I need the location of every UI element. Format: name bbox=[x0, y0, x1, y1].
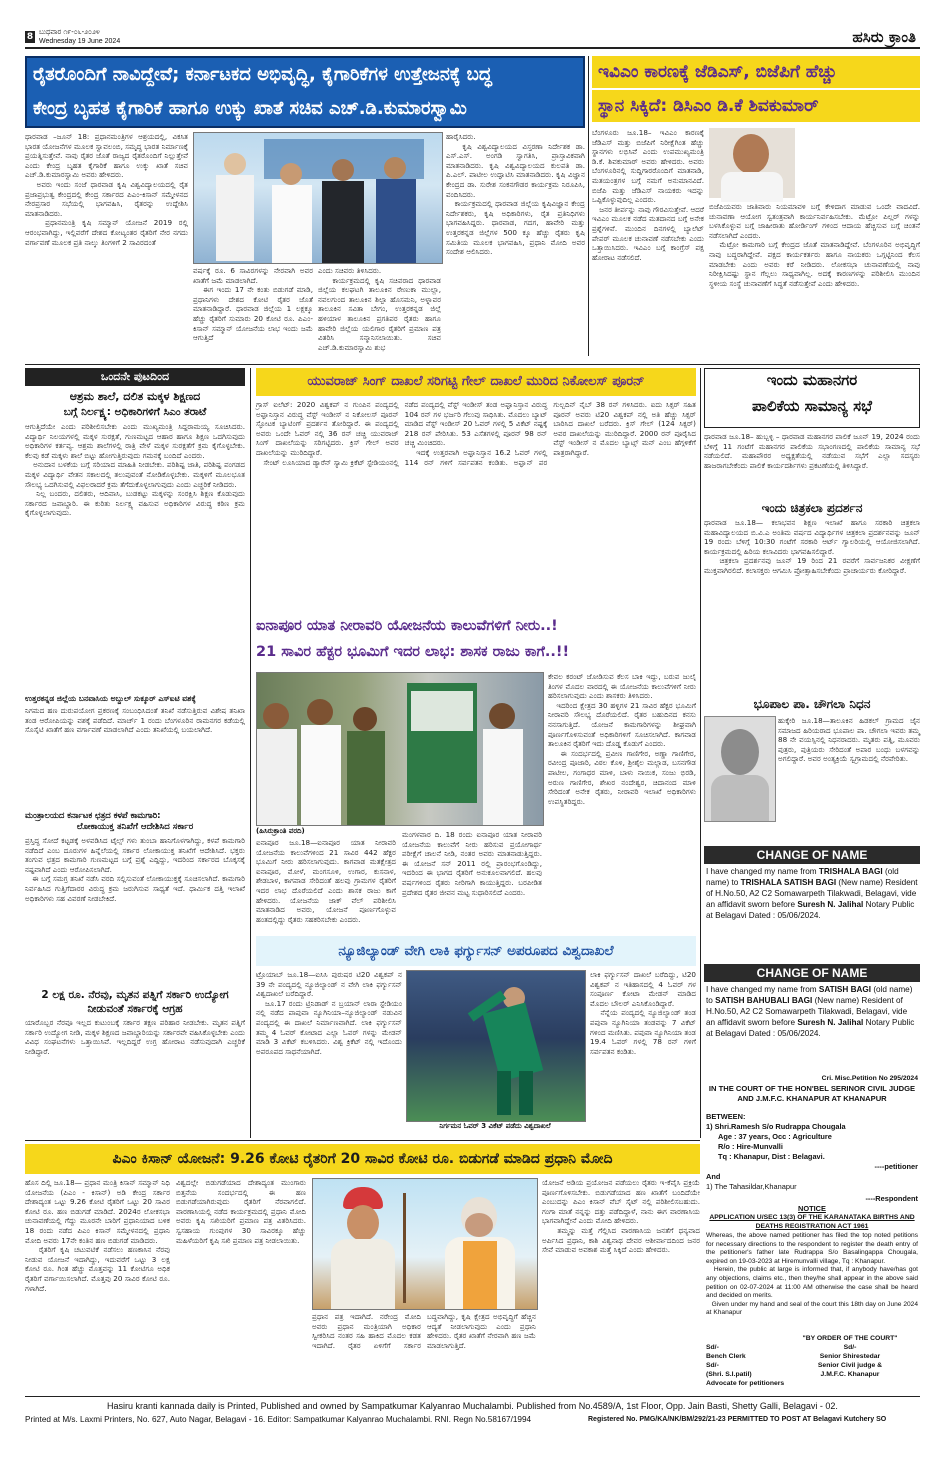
notice2-text2: (old name) to bbox=[706, 985, 913, 1005]
story2-col1: ಬೆಂಗಳೂರು ಜೂ.18– ಇವಿಎಂ ಕಾರಣಕ್ಕೆ ಜೆಡಿಎಸ್ ಮತ್ತು ಬಿಜೆಪಿಗೆ ನಿರೀಕ್ಷೆಗಿಂತ ಹೆಚ್ಚು ಸ್ಥಾನಗಳು ಲಭಿಸಿವೆ ಎಂದು ಉಪಮುಖ್ಯಮಂತ್ರಿ ಡಿ.ಕೆ. ಶಿವಕುಮಾರ್ ಅವರು ಹೇಳಿದರು. ಅವರು ಬೆಂಗಳೂರಿನಲ್ಲಿ ಸುದ್ದಿಗಾರರೊಂದಿಗೆ ಮಾತನಾಡಿ, ಮತಯಂತ್ರಗಳ ಬಗ್ಗೆ ನಮಗೆ ಅನುಮಾನವಿದೆ. ಬಿಜೆಪಿ ಮತ್ತು ಜೆಡಿಎಸ್ ನಾಯಕರು ಇದನ್ನು ಒಪ್ಪಿಕೊಳ್ಳುವುದಿಲ್ಲ ಎಂದರು. ಜನರ ತೀರ್ಪನ್ನು ನಾವು ಗೌರವಿಸುತ್ತೇವೆ. ಆದರೆ ಇವಿಎಂ ಮೂಲಕ ನಡೆದ ಮತದಾನದ ಬಗ್ಗೆ ಅನೇಕ ಪ್ರಶ್ನೆಗಳಿವೆ. ಮುಂದಿನ ದಿನಗಳಲ್ಲಿ ಬ್ಯಾಲೆಟ್ ಪೇಪರ್ ಮೂಲಕ ಚುನಾವಣೆ ನಡೆಸಬೇಕು ಎಂದು ಒತ್ತಾಯಿಸಿದರು. ಇವಿಎಂ ಬಗ್ಗೆ ಕಾಂಗ್ರೆಸ್ ಪಕ್ಷ ಹೋರಾಟ ನಡೆಸಲಿದೆ. bbox=[592, 128, 705, 262]
court-sd2: Sd/- bbox=[706, 1344, 719, 1351]
story3-headline1: ಆಶ್ರಮ ಶಾಲೆ, ದಲಿತ ಮಕ್ಕಳ ಶಿಕ್ಷಣದ bbox=[69, 390, 201, 403]
story1-headline-line2: ಕೇಂದ್ರ ಬೃಹತ ಕೈಗಾರಿಕೆ ಹಾಗೂ ಉಕ್ಕು ಖಾತೆ ಸಚಿವ ಎಚ್.ಡಿ.ಕುಮಾರಸ್ವಾಮಿ bbox=[33, 98, 467, 119]
story5-photo bbox=[256, 672, 544, 826]
side3-portrait bbox=[704, 716, 776, 822]
story3-sub3: ಲೋಕಾಯುಕ್ತ ತನಿಖೆಗೆ ಆದೇಶಿಸಿದ ಸರ್ಕಾರ bbox=[76, 822, 194, 832]
story5-body-mid: ಮಂಗಳವಾರ ದಿ. 18 ರಂದು ಐನಾಪೂರ ಯಾತ ನೀರಾವರಿ ಯೋಜನೆಯ ಕಾಲುವೆಗೆ ನೀರು ಹರಿಸುವ ಪ್ರಯೋಗಾರ್ಥ ಪರೀಕ್ಷೆಗೆ ಚಾಲನೆ ನೀಡಿ, ನಂತರ ಅವರು ಮಾತನಾಡುತ್ತಿದ್ದರು. ಈ ಯೋಜನೆ ಸನ್ 2011 ರಲ್ಲಿ ಪ್ರಾರಂಭಗೊಂಡಿದ್ದು, ಇದರಿಂದ ಈ ಭಾಗದ ರೈತರಿಗೆ ಅನುಕೂಲವಾಗಲಿದೆ. ಹಲವು ವರ್ಷಗಳಿಂದ ರೈತರು ನೀರಿಗಾಗಿ ಕಾಯುತ್ತಿದ್ದರು. ಬರಪೀಡಿತ ಪ್ರದೇಶದ ರೈತರ ಜೀವನ ಮಟ್ಟ ಸುಧಾರಿಸಲಿದೆ ಎಂದರು. bbox=[402, 830, 545, 897]
story5-headline2: 21 ಸಾವಿರ ಹೆಕ್ಟರ ಭೂಮಿಗೆ ಇದರ ಲಾಭ: ಶಾಸಕ ರಾಜು ಕಾಗೆ..!! bbox=[256, 644, 570, 660]
story7-col2: ವಿಶ್ವದಲ್ಲೇ ಬಿಡುಗಡೆಯಾದ ದೇಶಾದ್ಯಂತ ಮುಂಗಾರು ಬಿತ್ತನೆಯ ಸಂದರ್ಭದಲ್ಲಿ ಈ ಹಣ ಬಿಡುಗಡೆಯಾಗಿರುವುದು ರೈತರಿಗೆ ನೆರವಾಗಲಿದೆ. ವಾರಣಾಸಿಯಲ್ಲಿ ನಡೆದ ಕಾರ್ಯಕ್ರಮದಲ್ಲಿ ಪ್ರಧಾನಿ ಮೋದಿ ಅವರು ಕೃಷಿ ಸಖಿಯರಿಗೆ ಪ್ರಮಾಣ ಪತ್ರ ವಿತರಿಸಿದರು. ಸ್ವಸಹಾಯ ಗುಂಪುಗಳ 30 ಸಾವಿರಕ್ಕೂ ಹೆಚ್ಚು ಮಹಿಳೆಯರಿಗೆ ಕೃಷಿ ಸಖಿ ಪ್ರಮಾಣ ಪತ್ರ ನೀಡಲಾಯಿತು. bbox=[176, 1178, 309, 1245]
story3-sub4: 2 ಲಕ್ಷ ರೂ. ನೆರವು, ಮೃತನ ಪತ್ನಿಗೆ ಸರ್ಕಾರಿ ಉದ್ಯೋಗ ನೀಡುವಂತೆ ಸರ್ಕಾರಕ್ಕೆ ಆಗ್ರಹ bbox=[41, 989, 229, 1015]
story3-body4: ಯಾರೊಬ್ಬರ ನೆರವೂ ಇಲ್ಲದ ಕುಟುಂಬಕ್ಕೆ ಸರ್ಕಾರ ತಕ್ಷಣ ಪರಿಹಾರ ನೀಡಬೇಕು. ಮೃತನ ಪತ್ನಿಗೆ ಸರ್ಕಾರಿ ಉದ್ಯೋಗ ನೀಡಿ, ಮಕ್ಕಳ ಶಿಕ್ಷಣದ ಜವಾಬ್ದಾರಿಯನ್ನು ಸರ್ಕಾರವೇ ವಹಿಸಿಕೊಳ್ಳಬೇಕು ಎಂದು ವಿವಿಧ ಸಂಘಟನೆಗಳು ಒತ್ತಾಯಿಸಿವೆ. ಇಲ್ಲದಿದ್ದರೆ ಉಗ್ರ ಹೋರಾಟ ನಡೆಸುವುದಾಗಿ ಎಚ್ಚರಿಕೆ ನೀಡಿದ್ದಾರೆ. bbox=[25, 1018, 248, 1056]
court-adv2: Advocate for petitioners bbox=[706, 1380, 785, 1387]
notice2-text1: I have changed my name from bbox=[706, 985, 819, 994]
story6-photo bbox=[406, 970, 586, 1122]
court-petition: Cri. Misc.Petition No 295/2024 bbox=[821, 1075, 918, 1082]
side3-title: ಭೂಪಾಲ ಪಾ. ಚೌಗಲಾ ನಿಧನ bbox=[753, 697, 871, 711]
court-notice: NOTICE bbox=[798, 1204, 826, 1213]
story5-right: ಕೇವಲ ಕರಂಟ್ ಜೋಡಿಸುವ ಕೆಲಸ ಬಾಕಿ ಇದ್ದು, ಬರುವ ಜುಲೈ ತಿಂಗಳ ಮೊದಲ ವಾರದಲ್ಲಿ ಈ ಯೋಜನೆಯ ಕಾಲುವೆಗಳಿಗೆ ನೀರು ಹರಿಸಲಾಗುವುದು ಎಂದು ಶಾಸಕರು ತಿಳಿಸಿದರು. ಇದರಿಂದ ಕ್ಷೇತ್ರದ 30 ಹಳ್ಳಿಗಳ 21 ಸಾವಿರ ಹೆಕ್ಟರ ಭೂಮಿಗೆ ನೀರಾವರಿ ಸೌಲಭ್ಯ ದೊರೆಯಲಿದೆ. ರೈತರ ಬಹುದಿನದ ಕನಸು ನನಸಾಗುತ್ತಿದೆ. ಯೋಜನೆ ಕಾಮಗಾರಿಗಳನ್ನು ಶೀಘ್ರವಾಗಿ ಪೂರ್ಣಗೊಳಿಸುವಂತೆ ಅಧಿಕಾರಿಗಳಿಗೆ ಸೂಚಿಸಲಾಗಿದೆ. ಕಾಗವಾಡ ತಾಲೂಕಿನ ರೈತರಿಗೆ ಇದು ದೊಡ್ಡ ಕೊಡುಗೆ ಎಂದರು. ಈ ಸಂದರ್ಭದಲ್ಲಿ ಪ್ರವೀಣ ಗಾಣಿಗೇರ, ಅಣ್ಣಾ ಗಾಣಿಗೇರ, ರವೀಂದ್ರ ಪೂಜಾರಿ, ವಿಠಲ ಕೊಳಿ, ಶ್ರೀಶೈಲ ಮಲ್ಲಾಡ, ಬಸನಗೌಡ ಪಾಟೀಲ, ಗಂಗಾಧರ ಮಾಳಿ, ಬಾಳು ನಾಯಿಕ, ಸಂಜು ಭಿರಡಿ, ಅರುಣ ಗಾಣಿಗೇರ, ಶೇಖರ ನಂದೇಶ್ವರ, ಚಿದಾನಂದ ಮಾಳಿ ಸೇರಿದಂತೆ ಅನೇಕ ರೈತರು, ನೀರಾವರಿ ಇಲಾಖೆ ಅಧಿಕಾರಿಗಳು ಉಪಸ್ಥಿತರಿದ್ದರು. bbox=[548, 672, 696, 806]
court-r1: 1) The Tahasildar,Khanapur bbox=[706, 1182, 797, 1191]
story7-col4: ಯೋಜನೆ ಅಡಿಯ ಪ್ರಯೋಜನ ಪಡೆಯಲು ರೈತರು ಇ-ಕೆವೈಸಿ ಪ್ರಕ್ರಿಯೆ ಪೂರ್ಣಗೊಳಿಸಬೇಕು. ಬಿಡುಗಡೆಯಾದ ಹಣ ಖಾತೆಗೆ ಬಂದಿದೆಯೇ ಎಂಬುದನ್ನು ಪಿಎಂ ಕಿಸಾನ್ ವೆಬ್ ಸೈಟ್ ನಲ್ಲಿ ಪರಿಶೀಲಿಸಬಹುದು. ಗಂಗಾ ಮಾತೆ ನನ್ನನ್ನು ದತ್ತು ಪಡೆದಿದ್ದಾಳೆ, ನಾನು ಈಗ ವಾರಣಾಸಿಯ ಭಾಗವಾಗಿದ್ದೇನೆ ಎಂದು ಮೋದಿ ಹೇಳಿದರು. ತಮ್ಮನ್ನು ಮತ್ತೆ ಗೆಲ್ಲಿಸಿದ ವಾರಣಾಸಿಯ ಜನತೆಗೆ ಧನ್ಯವಾದ ಅರ್ಪಿಸಿದ ಪ್ರಧಾನಿ, ಕಾಶಿ ವಿಶ್ವನಾಥ ದೇವರ ಆಶೀರ್ವಾದದಿಂದ ಜನರ ಸೇವೆ ಮಾಡುವ ಅವಕಾಶ ಮತ್ತೆ ಸಿಕ್ಕಿದೆ ಎಂದು ಹೇಳಿದರು. bbox=[542, 1178, 700, 1255]
notice2-notary: Suresh N. Jalihal bbox=[797, 1018, 864, 1027]
court-p1: 1) Shri.Ramesh S/o Rudrappa Chougala bbox=[706, 1122, 846, 1131]
story2-col2: ಬಿಜೆಪಿಯವರು ಜಾತಿವಾರು ನಿಯಮಾವಳಿ ಬಗ್ಗೆ ಕೇಳಿದಾಗ ಮಾಡುವ ಒಂದೇ ವಾದವಿದೆ. ಚುನಾವಣಾ ಆಯೋಗ ಸ್ವತಂತ್ರವಾಗಿ ಕಾರ್ಯನಿರ್ವಹಿಸಬೇಕು. ಮೆಟ್ರೋ ಪಿಲ್ಲರ್ ಗಳನ್ನು ಬಳಸಿಕೊಳ್ಳುವ ಬಗ್ಗೆ ಜಾಹೀರಾತು ಹೋರ್ಡಿಂಗ್ ಗಳಿಂದ ಆದಾಯ ಹೆಚ್ಚಿಸುವ ಬಗ್ಗೆ ಚಿಂತನೆ ನಡೆಸಲಾಗಿದೆ ಎಂದರು. ಮೆಟ್ರೋ ಕಾಮಗಾರಿ ಬಗ್ಗೆ ಕೇಂದ್ರದ ಜೊತೆ ಮಾತನಾಡಿದ್ದೇವೆ. ಬೆಂಗಳೂರಿನ ಅಭಿವೃದ್ಧಿಗೆ ನಾವು ಬದ್ಧರಾಗಿದ್ದೇವೆ. ಪಕ್ಷದ ಕಾರ್ಯಕರ್ತರು ಹಾಗೂ ನಾಯಕರು ಒಗ್ಗಟ್ಟಿನಿಂದ ಕೆಲಸ ಮಾಡಬೇಕು ಎಂದು ಅವರು ಕರೆ ನೀಡಿದರು. ಲೋಕಸಭಾ ಚುನಾವಣೆಯಲ್ಲಿ ನಾವು ನಿರೀಕ್ಷಿಸಿದಷ್ಟು ಸ್ಥಾನ ಗೆಲ್ಲಲು ಸಾಧ್ಯವಾಗಿಲ್ಲ. ಅದಕ್ಕೆ ಕಾರಣಗಳನ್ನು ಪರಿಶೀಲಿಸಿ ಮುಂದಿನ ಸ್ಥಳೀಯ ಸಂಸ್ಥೆ ಚುನಾವಣೆಗೆ ಸಿದ್ಧತೆ ನಡೆಸುತ್ತೇವೆ ಎಂದು ಹೇಳಿದರು. bbox=[709, 202, 920, 288]
story3-sub1: ಉತ್ತರಕನ್ನಡ ಜಿಲ್ಲೆಯ ಬನವಾಸಿಯ ಅಬ್ದುಲ್ ಸುಕ್ಕೂರ್ ಎಸ್ಐಟಿ ವಶಕ್ಕೆ bbox=[25, 694, 196, 703]
story7-col1: ಹೊಸ ದಿಲ್ಲಿ ಜೂ.18— ಪ್ರಧಾನ ಮಂತ್ರಿ ಕಿಸಾನ್ ಸಮ್ಮಾನ್ ನಿಧಿ ಯೋಜನೆಯ (ಪಿಎಂ - ಕಿಸಾನ್) ಅಡಿ ಕೇಂದ್ರ ಸರ್ಕಾರ ದೇಶಾದ್ಯಂತ ಒಟ್ಟು 9.26 ಕೋಟಿ ರೈತರಿಗೆ ಒಟ್ಟು 20 ಸಾವಿರ ಕೋಟಿ ರೂ. ಹಣ ಬಿಡುಗಡೆ ಮಾಡಿದೆ. 2024ರ ಲೋಕಸಭಾ ಚುನಾವಣೆಯಲ್ಲಿ ಗೆದ್ದು ಮೂರನೇ ಬಾರಿಗೆ ಪ್ರಧಾನಿಯಾದ ಬಳಿಕ 18 ರಂದು ನಡೆದ ಪಿಎಂ ಕಿಸಾನ್ ಸಮ್ಮೇಳನದಲ್ಲಿ ಪ್ರಧಾನಿ ಮೋದಿ ಅವರು 17ನೇ ಕಂತಿನ ಹಣ ಬಿಡುಗಡೆ ಮಾಡಿದರು. ರೈತರಿಗೆ ಕೃಷಿ ಚಟುವಟಿಕೆ ನಡೆಸಲು ಹಣಕಾಸಿನ ನೆರವು ನೀಡುವ ಯೋಜನೆ ಇದಾಗಿದ್ದು, ಇದುವರೆಗೆ ಒಟ್ಟು 3 ಲಕ್ಷ ಕೋಟಿ ರೂ. ಗಿಂತ ಹೆಚ್ಚು ಮೊತ್ತವನ್ನು 11 ಕೋಟಿಗೂ ಅಧಿಕ ರೈತರಿಗೆ ವರ್ಗಾಯಿಸಲಾಗಿದೆ. ಮೊತ್ತವು 20 ಸಾವಿರ ಕೋಟಿ ರೂ. ಗಳಾಗಿದೆ. bbox=[25, 1178, 170, 1293]
court-order: "BY ORDER OF THE COURT" bbox=[802, 1335, 898, 1342]
court-sd1: Sd/- bbox=[843, 1344, 857, 1351]
notice2-body bbox=[706, 984, 918, 1064]
side1-title2: ಪಾಲಿಕೆಯ ಸಾಮಾನ್ಯ ಸಭೆ bbox=[752, 397, 872, 415]
side2-body: ಧಾರವಾಡ ಜೂ.18— ಕಲಾಭವನ ಶಿಕ್ಷಣ ಇಲಾಖೆ ಹಾಗೂ ಸರಕಾರಿ ಚಿತ್ರಕಲಾ ಮಹಾವಿದ್ಯಾಲಯದ ಬಿ.ವಿ.ಎ ಅಂತಿಮ ವರ್ಷದ ವಿದ್ಯಾರ್ಥಿಗಳ ಚಿತ್ರಕಲಾ ಪ್ರದರ್ಶನವನ್ನು ಜೂನ್ 19 ರಂದು ಬೆಳಿಗ್ಗೆ 10:30 ಗಂಟೆಗೆ ಸರಕಾರಿ ಆರ್ಟ್ ಗ್ಯಾಲರಿಯಲ್ಲಿ ಆಯೋಜಿಸಲಾಗಿದೆ. ಕಾರ್ಯಕ್ರಮದಲ್ಲಿ ಹಿರಿಯ ಕಲಾವಿದರು ಭಾಗವಹಿಸಲಿದ್ದಾರೆ. ಚಿತ್ರಕಲಾ ಪ್ರದರ್ಶನವು ಜೂನ್ 19 ರಿಂದ 21 ರವರೆಗೆ ಸಾರ್ವಜನಿಕರ ವೀಕ್ಷಣೆಗೆ ಮುಕ್ತವಾಗಿರಲಿದೆ. ಕಲಾಸಕ್ತರು ಆಗಮಿಸಿ ಪ್ರೋತ್ಸಾಹಿಸಬೇಕೆಂದು ಪ್ರಾಚಾರ್ಯರು ಕೋರಿದ್ದಾರೆ. bbox=[704, 518, 920, 575]
side1-title1: ಇಂದು ಮಹಾನಗರ bbox=[766, 371, 858, 389]
story3-kicker: ಒಂದನೇ ಪುಟದಿಂದ bbox=[25, 368, 245, 386]
story7-col3: ಪ್ರಧಾನ ಪತ್ರ ಇದಾಗಿದೆ. ನರೇಂದ್ರ ಮೋದಿ ಅವರು ಪ್ರಧಾನ ಮಂತ್ರಿಯಾಗಿ ಅಧಿಕಾರ ಸ್ವೀಕರಿಸಿದ ನಂತರ ಸಹಿ ಹಾಕಿದ ಮೊದಲ ಕಡತ ಇದಾಗಿದೆ. ರೈತರ ಏಳಿಗೆಗೆ ಸರ್ಕಾರ ಬದ್ಧವಾಗಿದ್ದು, ಕೃಷಿ ಕ್ಷೇತ್ರದ ಅಭಿವೃದ್ಧಿಗೆ ಹೆಚ್ಚಿನ ಆದ್ಯತೆ ನೀಡಲಾಗುವುದು ಎಂದು ಪ್ರಧಾನಿ ಹೇಳಿದರು. ರೈತರ ಖಾತೆಗೆ ನೇರವಾಗಿ ಹಣ ಜಮೆ ಮಾಡಲಾಗುತ್ತಿದೆ. bbox=[312, 1312, 539, 1350]
notice1-text4: Notary Public at Belagavi Dated : 05/06/2024. bbox=[706, 900, 915, 920]
footer-line2b: Registered No. PMG/KA/NK/BM/292/21-23 PERMITTED TO POST AT Belagavi Kutchery SO bbox=[588, 1416, 887, 1423]
date-kannada: ಬುಧವಾರ ೧೯-೦೬-೨೦೨೪ bbox=[39, 28, 100, 36]
side3-body: ಹುಕ್ಕೇರಿ ಜೂ.18—ತಾಲೂಕಿನ ಹಿಡಕಲ್ ಗ್ರಾಮದ ಜೈನ ಸಮಾಜದ ಹಿರಿಯರಾದ ಭೂಪಾಲ ಪಾ. ಚೌಗಲಾ ಇವರು ತಮ್ಮ 88 ನೇ ವಯಸ್ಸಿನಲ್ಲಿ ನಿಧನರಾದರು. ಮೃತರು ಪತ್ನಿ, ಮೂವರು ಪುತ್ರರು, ಪುತ್ರಿಯರು ಸೇರಿದಂತೆ ಅಪಾರ ಬಂಧು ಬಳಗವನ್ನು ಅಗಲಿದ್ದಾರೆ. ಅವರ ಅಂತ್ಯಕ್ರಿಯೆ ಸ್ವಗ್ರಾಮದಲ್ಲಿ ನೆರವೇರಿತು. bbox=[778, 716, 923, 764]
story2-portrait bbox=[709, 128, 795, 198]
side1-body: ಧಾರವಾಡ ಜೂ.18– ಹುಬ್ಬಳ್ಳಿ – ಧಾರವಾಡ ಮಹಾನಗರ ಪಾಲಿಕೆ ಜೂನ್ 19, 2024 ರಂದು ಬೆಳಿಗ್ಗೆ 11 ಗಂಟೆಗೆ ಮಹಾನಗರ ಪಾಲಿಕೆಯ ಸಭಾಂಗಣದಲ್ಲಿ ಪಾಲಿಕೆಯ ಸಾಮಾನ್ಯ ಸಭೆ ನಡೆಯಲಿದೆ. ಮಹಾಪೌರರ ಅಧ್ಯಕ್ಷತೆಯಲ್ಲಿ ನಡೆಯುವ ಸಭೆಗೆ ಎಲ್ಲಾ ಸದಸ್ಯರು ಹಾಜರಾಗಬೇಕೆಂದು ಪಾಲಿಕೆ ಕಾರ್ಯದರ್ಶಿಗಳು ಪ್ರಕಟಣೆಯಲ್ಲಿ ತಿಳಿಸಿದ್ದಾರೆ. bbox=[704, 432, 923, 470]
court-petitioner: ----petitioner bbox=[874, 1162, 918, 1171]
story1-col3: ಹಾರೈಸಿದರು. ಕೃಷಿ ವಿಶ್ವವಿದ್ಯಾಲಯದ ವಿಸ್ತರಣಾ ನಿರ್ದೇಶಕ ಡಾ. ಎಸ್.ಎಸ್. ಅಂಗಡಿ ಸ್ವಾಗತಿಸಿ, ಪ್ರಾಸ್ತಾವಿಕವಾಗಿ ಮಾತನಾಡಿದರು. ಕೃಷಿ ವಿಶ್ವವಿದ್ಯಾಲಯದ ಕುಲಪತಿ ಡಾ. ಪಿ.ಎಲ್. ಪಾಟೀಲ ಉದ್ಘಾಟಿಸಿ ಮಾತನಾಡಿದರು. ಕೃಷಿ ವಿಜ್ಞಾನ ಕೇಂದ್ರದ ಡಾ. ಸುರೇಶ ಸಂಕನಗೌಡರ ಕಾರ್ಯಕ್ರಮ ನಿರೂಪಿಸಿ, ವಂದಿಸಿದರು. ಕಾರ್ಯಕ್ರಮದಲ್ಲಿ ಧಾರವಾಡ ಜಿಲ್ಲೆಯ ಕೃಷಿವಿಜ್ಞಾನ ಕೇಂದ್ರ ನಿರ್ದೇಶಕರು, ಕೃಷಿ ಅಧಿಕಾರಿಗಳು, ರೈತ ಪ್ರತಿನಿಧಿಗಳು ಭಾಗವಹಿಸಿದ್ದರು. ಧಾರವಾಡ, ಗದಗ, ಹಾವೇರಿ ಮತ್ತು ಉತ್ತರಕನ್ನಡ ಜಿಲ್ಲೆಗಳ 500 ಕ್ಕೂ ಹೆಚ್ಚು ರೈತರು ಕೃಷಿ ಸಮಿತಿಯ ಮೂಲಕ ಭಾಗವಹಿಸಿ, ಪ್ರಧಾನಿ ಮೋದಿ ಅವರ ಸಂದೇಶ ಆಲಿಸಿದರು. bbox=[446, 132, 586, 257]
story1-headline-line1: ರೈತರೊಂದಿಗೆ ನಾವಿದ್ದೇವೆ; ಕರ್ನಾಟಕದ ಅಭಿವೃದ್ಧಿ, ಕೈಗಾರಿಕೆಗಳ ಉತ್ತೇಜನಕ್ಕೆ ಬದ್ಧ bbox=[33, 64, 492, 85]
page-number: 8 bbox=[26, 32, 34, 42]
notice2-new-name: SATISH BAHUBALI BAGI bbox=[715, 996, 813, 1005]
story1-headline-banner bbox=[25, 56, 585, 128]
court-senior3: J.M.F.C. Khanapur bbox=[820, 1371, 880, 1378]
court-senior: Senior Shirestedar bbox=[819, 1353, 881, 1360]
story4-headline: ಯುವರಾಜ್ ಸಿಂಗ್ ದಾಖಲೆ ಸರಿಗಟ್ಟಿ ಗೇಲ್ ದಾಖಲೆ ಮುರಿದ ನಿಕೋಲಸ್ ಪೂರನ್ bbox=[256, 368, 696, 396]
story5-headline1: ಐನಾಪೂರ ಯಾತ ನೀರಾವರಿ ಯೋಜನೆಯ ಕಾಲುವೆಗಳಿಗೆ ನೀರು..! bbox=[256, 618, 558, 634]
story4-body: ಗ್ರಾಸ್ ಐಲೆಟ್: 2020 ವಿಶ್ವಕಪ್ ನ ಗುಂಪಿನ ಪಂದ್ಯದಲ್ಲಿ ಅಫ್ಘಾನಿಸ್ತಾನ ವಿರುದ್ಧ ವೆಸ್ಟ್ ಇಂಡೀಸ್ ನ ನಿಕೋಲಸ್ ಪೂರನ್ ಸ್ಫೋಟಕ ಬ್ಯಾಟಿಂಗ್ ಪ್ರದರ್ಶನ ತೋರಿದ್ದಾರೆ. ಈ ಪಂದ್ಯದಲ್ಲಿ ಅವರು ಒಂದೇ ಓವರ್ ನಲ್ಲಿ 36 ರನ್ ಚಚ್ಚಿ ಯುವರಾಜ್ ಸಿಂಗ್ ದಾಖಲೆಯನ್ನು ಸರಿಗಟ್ಟಿದರು. ಕ್ರಿಸ್ ಗೇಲ್ ಅವರ ದಾಖಲೆಯನ್ನು ಮುರಿದಿದ್ದಾರೆ. ಸೇಂಟ್ ಲೂಸಿಯಾದ ಡ್ಯಾರೆನ್ ಸ್ಯಾಮಿ ಕ್ರಿಕೆಟ್ ಸ್ಟೇಡಿಯಂನಲ್ಲಿ ನಡೆದ ಪಂದ್ಯದಲ್ಲಿ ವೆಸ್ಟ್ ಇಂಡೀಸ್ ತಂಡ ಅಫ್ಘಾನಿಸ್ತಾನ ವಿರುದ್ಧ 104 ರನ್ ಗಳ ಭರ್ಜರಿ ಗೆಲುವು ಸಾಧಿಸಿತು. ಮೊದಲು ಬ್ಯಾಟ್ ಮಾಡಿದ ವೆಸ್ಟ್ ಇಂಡೀಸ್ 20 ಓವರ್ ಗಳಲ್ಲಿ 5 ವಿಕೆಟ್ ನಷ್ಟಕ್ಕೆ 218 ರನ್ ಪೇರಿಸಿತು. 53 ಎಸೆತಗಳಲ್ಲಿ ಪೂರನ್ 98 ರನ್ ಚಚ್ಚಿ ಮಿಂಚಿದರು. ಇದಕ್ಕೆ ಉತ್ತರವಾಗಿ ಅಫ್ಘಾನಿಸ್ತಾನ 16.2 ಓವರ್ ಗಳಲ್ಲಿ 114 ರನ್ ಗಳಿಗೆ ಸರ್ವಪತನ ಕಂಡಿತು. ಅಫ್ಘಾನ್ ಪರ ಗುಲ್ಬದಿನ್ ನೈಬ್ 38 ರನ್ ಗಳಿಸಿದರು. ಐದು ಸಿಕ್ಸರ್ ಸಹಿತ ಪೂರನ್ ಅವರು ಟಿ20 ವಿಶ್ವಕಪ್ ನಲ್ಲಿ ಅತಿ ಹೆಚ್ಚು ಸಿಕ್ಸರ್ ಬಾರಿಸಿದ ದಾಖಲೆ ಬರೆದರು. ಕ್ರಿಸ್ ಗೇಲ್ (124 ಸಿಕ್ಸರ್) ಅವರ ದಾಖಲೆಯನ್ನು ಮುರಿದಿದ್ದಾರೆ. 2000 ರನ್ ಪೂರೈಸಿದ ವೆಸ್ಟ್ ಇಂಡೀಸ್ ನ ಮೊದಲ ಬ್ಯಾಟ್ಸ್ ಮನ್ ಎಂಬ ಹೆಗ್ಗಳಿಕೆಗೆ ಪಾತ್ರರಾಗಿದ್ದಾರೆ. bbox=[256, 400, 696, 467]
story2-headline-line1: ಇವಿಎಂ ಕಾರಣಕ್ಕೆ ಜೆಡಿಎಸ್, ಬಿಜೆಪಿಗೆ ಹೆಚ್ಚು bbox=[592, 56, 920, 88]
date-english: Wednesday 19 June 2024 bbox=[39, 38, 121, 45]
story3-headline2: ಬಗ್ಗೆ ನಿರ್ಲಕ್ಷ್ಯ: ಅಧಿಕಾರಿಗಳಿಗೆ ಸಿಎಂ ತರಾಟೆ bbox=[63, 406, 207, 418]
story7-photo bbox=[312, 1178, 538, 1310]
story3-body1: ಆಗುತ್ತಿದೆಯೇ ಎಂದು ಪರಿಶೀಲಿಸಬೇಕು ಎಂದು ಮುಖ್ಯಮಂತ್ರಿ ಸಿದ್ದರಾಮಯ್ಯ ಸೂಚಿಸಿದರು. ವಿದ್ಯಾರ್ಥಿ ನಿಲಯಗಳಲ್ಲಿ ಮಕ್ಕಳ ಸುರಕ್ಷತೆ, ಗುಣಮಟ್ಟದ ಆಹಾರ ಹಾಗೂ ಶಿಕ್ಷಣ ಒದಗಿಸುವುದು ಅಧಿಕಾರಿಗಳ ಕರ್ತವ್ಯ. ಆಶ್ರಮ ಶಾಲೆಗಳಲ್ಲಿ ರಾತ್ರಿ ವೇಳೆ ಮಕ್ಕಳ ಸುರಕ್ಷತೆಗೆ ಕ್ರಮ ಕೈಗೊಳ್ಳಬೇಕು. ಕೆಲವು ಕಡೆ ಮಕ್ಕಳು ಶಾಲೆ ಬಿಟ್ಟು ಹೋಗುತ್ತಿರುವುದು ಗಮನಕ್ಕೆ ಬಂದಿದೆ ಎಂದರು. ಅನುದಾನ ಬಳಕೆಯ ಬಗ್ಗೆ ಸರಿಯಾದ ಮಾಹಿತಿ ನೀಡಬೇಕು. ಪರಿಶಿಷ್ಟ ಜಾತಿ, ಪರಿಶಿಷ್ಟ ಪಂಗಡದ ಮಕ್ಕಳ ವಿದ್ಯಾರ್ಥಿ ವೇತನ ಸಕಾಲದಲ್ಲಿ ತಲುಪುವಂತೆ ನೋಡಿಕೊಳ್ಳಬೇಕು. ಮಕ್ಕಳಿಗೆ ಮೂಲಭೂತ ಸೌಲಭ್ಯ ಒದಗಿಸುವಲ್ಲಿ ವಿಫಲರಾದರೆ ಕ್ರಮ ತೆಗೆದುಕೊಳ್ಳಲಾಗುವುದು ಎಂದು ಎಚ್ಚರಿಕೆ ನೀಡಿದರು. ನಿಲ್ಲ ಬಂದರು, ದಲಿತರು, ಆದಿವಾಸಿ, ಬುಡಕಟ್ಟು ಮಕ್ಕಳನ್ನು ಸಂರಕ್ಷಿಸಿ ಶಿಕ್ಷಣ ಕೊಡುವುದು ಸರ್ಕಾರದ ಜವಾಬ್ದಾರಿ. ಈ ಕುರಿತು ನಿರ್ಲಕ್ಷ್ಯ ವಹಿಸುವ ಅಧಿಕಾರಿಗಳ ವಿರುದ್ಧ ಕಠಿಣ ಕ್ರಮ ಕೈಗೊಳ್ಳಲಾಗುವುದು. bbox=[25, 422, 245, 518]
story3-sub2: ಮಂತ್ರಾಲಯದ ಕರ್ನಾಟಕ ಛತ್ರದ ಕಳಪೆ ಕಾಮಗಾರಿ: bbox=[25, 810, 161, 820]
story1-col2b: ಎಂದು ಸಚಿವರು ತಿಳಿಸಿದರು. ಕಾರ್ಯಕ್ರಮದಲ್ಲಿ ಕೃಷಿ ಸಚಿವರಾದ ಧಾರವಾಡ ಜಿಲ್ಲೆಯ ಕಲಘಟಗಿ ತಾಲೂಕಿನ ರೇಣುಕಾ ಮುಲ್ಲಾ, ನವಲಗುಂದ ತಾಲೂಕಿನ ಶಿಲ್ಪಾ ಹೊಸಮನಿ, ಅಳ್ನಾವರ ತಾಲೂಕಿನ ಸವಿತಾ ಬೇಗಂ, ಉತ್ತರಕನ್ನಡ ಜಿಲ್ಲೆ ಹಳಿಯಾಳ ತಾಲೂಕಿನ ಪ್ರಗತಿಪರ ರೈತರು ಹಾಗೂ ಹಾವೇರಿ ಜಿಲ್ಲೆಯ ಯಲಿಗಾರ ರೈತರಿಗೆ ಪ್ರಮಾಣ ಪತ್ರ ವಿತರಿಸಿ ಸನ್ಮಾನಿಸಲಾಯಿತು. ಸಚಿವ ಎಚ್.ಡಿ.ಕುಮಾರಸ್ವಾಮಿ ಶುಭ bbox=[318, 266, 441, 352]
story3-body2: ನಿಗಮದ ಹಣ ದುರುಪಯೋಗ ಪ್ರಕರಣಕ್ಕೆ ಸಂಬಂಧಿಸಿದಂತೆ ತನಿಖೆ ನಡೆಸುತ್ತಿರುವ ವಿಶೇಷ ತನಿಖಾ ತಂಡ ಆರೋಪಿಯನ್ನು ವಶಕ್ಕೆ ಪಡೆದಿದೆ. ಮಾರ್ಚ್ 1 ರಂದು ಬೆಂಗಳೂರಿನ ರಾಮನಗರ ಕಡೆಯಲ್ಲಿ ಸೊಸೈಟಿ ಖಾತೆಗೆ ಹಣ ವರ್ಗಾವಣೆ ಮಾಡಲಾಗಿದೆ ಎಂದು ತನಿಖೆಯಲ್ಲಿ ಬಯಲಾಗಿದೆ. bbox=[25, 706, 248, 735]
story6-left: ಟ್ರೊಯಾಬ್ ಜೂ.18—ಐಸಿಸಿ ಪುರುಷರ ಟಿ20 ವಿಶ್ವಕಪ್ ನ 39 ನೇ ಪಂದ್ಯದಲ್ಲಿ ನ್ಯೂಜಿಲ್ಯಾಂಡ್ ನ ವೇಗಿ ಲಾಕಿ ಫರ್ಗ್ಯುಸನ್ ವಿಶ್ವದಾಖಲೆ ಬರೆದಿದ್ದಾರೆ. ಜೂ.17 ರಂದು ಟ್ರಿನಿಡಾಡ್ ನ ಬ್ರಯಾನ್ ಲಾರಾ ಸ್ಟೇಡಿಯಂ ನಲ್ಲಿ ನಡೆದ ಪಾಪುವಾ ನ್ಯೂಗಿನಿಯಾ–ನ್ಯೂಜಿಲ್ಯಾಂಡ್ ನಡುವಿನ ಪಂದ್ಯದಲ್ಲಿ ಈ ದಾಖಲೆ ನಿರ್ಮಾಣವಾಗಿದೆ. ಲಾಕಿ ಫರ್ಗ್ಯುಸನ್ ತಮ್ಮ 4 ಓವರ್ ಕೋಟಾದ ಎಲ್ಲಾ ಓವರ್ ಗಳನ್ನು ಮೇಡನ್ ಮಾಡಿ 3 ವಿಕೆಟ್ ಕಬಳಿಸಿದರು. ವಿಶ್ವ ಕ್ರಿಕೆಟ್ ನಲ್ಲಿ ಇದೊಂದು ಅಪರೂಪದ ಸಾಧನೆಯಾಗಿದೆ. bbox=[256, 970, 403, 1056]
story1-col2: ವರ್ಷಕ್ಕೆ ರೂ. 6 ಸಾವಿರಗಳನ್ನು ನೇರವಾಗಿ ಅವರ ಖಾತೆಗೆ ಜಮೆ ಮಾಡಲಾಗಿದೆ. ಈಗ ಇಂದು 17 ನೇ ಕಂತು ಬಿಡುಗಡೆ ಮಾಡಿ, ಪ್ರಧಾನಿಗಳು ದೇಶದ ಕೋಟಿ ರೈತರ ಜೊತೆ ಮಾತನಾಡಿದ್ದಾರೆ. ಧಾರವಾಡ ಜಿಲ್ಲೆಯ 1 ಲಕ್ಷಕ್ಕೂ ಹೆಚ್ಚು ರೈತರಿಗೆ ಸುಮಾರು 20 ಕೋಟಿ ರೂ. ಪಿಎಂ-ಕಿಸಾನ್ ಸಮ್ಮಾನ್ ಯೋಜನೆಯ ಲಾಭ ಇಂದು ಜಮೆ ಆಗುತ್ತಿದೆ bbox=[193, 266, 313, 343]
court-respondent: ----Respondent bbox=[865, 1194, 918, 1203]
side2-title: ಇಂದು ಚಿತ್ರಕಲಾ ಪ್ರದರ್ಶನ bbox=[761, 501, 863, 515]
notice1-text1: I have changed my name from bbox=[706, 867, 819, 876]
court-and: And bbox=[706, 1172, 721, 1181]
court-bench: Bench Clerk bbox=[706, 1353, 746, 1360]
notice1-new-name: TRISHALA SATISH BAGI bbox=[740, 878, 837, 887]
court-title: IN THE COURT OF THE HON'BEL SERINOR CIVIL JUDGE AND J.M.F.C. KHANAPUR AT KHANAPUR bbox=[708, 1084, 916, 1103]
notice2-text4: Notary Public at Belagavi Dated : 05/06/2024. bbox=[706, 1018, 915, 1038]
notice1-text2: (old name) to bbox=[706, 867, 899, 887]
court-p4: Tq : Khanapur, Dist : Belagavi. bbox=[718, 1152, 825, 1161]
story6-right: ಲಾಕಿ ಫರ್ಗ್ಯುಸನ್ ದಾಖಲೆ ಬರೆದಿದ್ದು, ಟಿ20 ವಿಶ್ವಕಪ್ ನ ಇತಿಹಾಸದಲ್ಲಿ 4 ಓವರ್ ಗಳ ಸಂಪೂರ್ಣ ಕೋಟಾ ಮೇಡನ್ ಮಾಡಿದ ಮೊದಲ ಬೌಲರ್ ಎನಿಸಿಕೊಂಡಿದ್ದಾರೆ. ನೆನ್ನೆಯ ಪಂದ್ಯದಲ್ಲಿ ನ್ಯೂಜಿಲ್ಯಾಂಡ್ ತಂಡ ಪಪುವಾ ನ್ಯೂಗಿನಿಯಾ ತಂಡವನ್ನು 7 ವಿಕೆಟ್ ಗಳಿಂದ ಮಣಿಸಿತು. ಪಪುವಾ ನ್ಯೂಗಿನಿಯಾ ತಂಡ 19.4 ಓವರ್ ಗಳಲ್ಲಿ 78 ರನ್ ಗಳಿಗೆ ಸರ್ವಪತನ ಕಂಡಿತು. bbox=[590, 970, 696, 1056]
notice1-old-name: TRISHALA BAGI bbox=[818, 867, 883, 876]
story6-headline: ನ್ಯೂಜಿಲ್ಯಾಂಡ್ ವೇಗಿ ಲಾಕಿ ಫರ್ಗ್ಯುಸನ್ ಅಪರೂಪದ ವಿಶ್ವದಾಖಲೆ bbox=[256, 936, 696, 966]
story5-caption: (ಹಿಸಿರುಕ್ರಾಂತಿ ವರದಿ) bbox=[256, 827, 305, 835]
masthead bbox=[25, 27, 920, 49]
story6-caption: ನಿರ್ಗಮನ ಓವರ್ 3 ವಿಕೆಟ್ ಪಡೆದು ವಿಶ್ವದಾಖಲೆ bbox=[439, 1122, 551, 1130]
story5-body-left: ಐನಾಪೂರ ಜೂ.18—ಐನಾಪೂರ ಯಾತ ನೀರಾವರಿ ಯೋಜನೆಯ ಕಾಲುವೆಗಳಿಂದ 21 ಸಾವಿರ 442 ಹೆಕ್ಟರ ಭೂಮಿಗೆ ನೀರು ಹರಿಸಲಾಗುವುದು. ಕಾಗವಾಡ ಮತಕ್ಷೇತ್ರದ ಐನಾಪೂರ, ಮೋಳೆ, ಮಂಗಸೂಳಿ, ಉಗಾರ, ಕುಸನಾಳ, ಶೇಡಬಾಳ, ಕಾಗವಾಡ ಸೇರಿದಂತೆ ಹಲವು ಗ್ರಾಮಗಳ ರೈತರಿಗೆ ಇದರ ಲಾಭ ದೊರೆಯಲಿದೆ ಎಂದು ಶಾಸಕ ರಾಜು ಕಾಗೆ ಹೇಳಿದರು. ಯೋಜನೆಯ ಜಾಕ್ ವೆಲ್ ಪರಿಶೀಲಿಸಿ ಮಾತನಾಡಿದ ಅವರು, ಯೋಜನೆ ಪೂರ್ಣಗೊಳ್ಳುವ ಹಂತದಲ್ಲಿದ್ದು ರೈತರು ಸಹಕರಿಸಬೇಕು ಎಂದರು. bbox=[256, 838, 399, 924]
court-body: Whereas, the above named petitioner has filed the top noted petitions for necessary directions to the respondent to register the death entry of the petitioner's father late Rudrappa S/o Basalingappa Chougala, expired on 19-03-2023 at Hiremunvalli village, Tq : Khanapur. Herein, the public at large is informed that, if anybody have/has got any objections, claims etc., then they/he shall appear in the above said petition on 02-07-2024 at 11:00 AM otherwise the case shall be heard and decided on merits. Given under my hand and seal of the court this 18th day on June 2024 at Khanapur bbox=[706, 1232, 918, 1317]
court-sd3: Sd/- bbox=[706, 1362, 719, 1369]
story1-photo bbox=[193, 132, 443, 264]
court-senior2: Senior Civil judge & bbox=[817, 1362, 883, 1369]
notice2-title: CHANGE OF NAME bbox=[704, 964, 920, 982]
notice1-notary: Suresh N. Jalihal bbox=[797, 900, 864, 909]
footer-line2a: Printed at M/s. Laxmi Printers, No. 627, Auto Nagar, Belagavi - 16. Editor: Sampatkumar Kalyanrao Muchalambi. RNI. Regn No.58167/1994 bbox=[25, 1415, 532, 1424]
paper-name: ಹಸಿರು ಕ್ರಾಂತಿ bbox=[852, 28, 916, 46]
notice2-text3: (New name) Resident of H.No.50, A2 C2 Somawarpeth Tilakwadi, Belagavi, vide an affidavit sworn before bbox=[706, 996, 908, 1027]
footer-line1: Hasiru kranti kannada daily is Printed, Published and owned by Sampatkumar Kalyanrao Muchalambi. Published from No.4589/A, 1st Floor, Opp. Jain Basti, Shetty Galli, Belagavi - 02. bbox=[107, 1401, 838, 1411]
court-p3: R/o : Hire-Munvalli bbox=[718, 1142, 783, 1151]
story1-col1: ಧಾರವಾಡ –ಜೂನ್ 18: ಪ್ರಧಾನಮಂತ್ರಿಗಳ ಆಶ್ರಯದಲ್ಲಿ, ವಿಕಸಿತ ಭಾರತ ಯೋಜನೆಗಳ ಮೂಲಕ ಸ್ವಾವಲಂಬಿ, ಸಮೃದ್ಧ ಭಾರತ ನಿರ್ಮಾಣಕ್ಕೆ ಪ್ರಯತ್ನಿಸುತ್ತೇವೆ. ನಾವು ರೈತರ ಜೊತೆ ರಾಜ್ಯದ ರೈತರೊಂದಿಗೆ ನಿಲ್ಲುತ್ತೇವೆ ಎಂದು ಕೇಂದ್ರ ಬೃಹತ ಕೈಗಾರಿಕೆ ಹಾಗೂ ಉಕ್ಕು ಖಾತೆ ಸಚಿವ ಎಚ್.ಡಿ.ಕುಮಾರಸ್ವಾಮಿ ಅವರು ಹೇಳಿದರು. ಅವರು ಇಂದು ಸಂಜೆ ಧಾರವಾಡ ಕೃಷಿ ವಿಶ್ವವಿದ್ಯಾಲಯದಲ್ಲಿ ರೈತ ಪ್ರಜಾಪ್ರಭುತ್ವ ಕೇಂದ್ರದಲ್ಲಿ ಕೇಂದ್ರ ಸರ್ಕಾರದ ಪಿಎಂ-ಕಿಸಾನ್ ಸಮ್ಮೇಳನದ ನೇರಪ್ರಸಾರ ಸಭೆಯಲ್ಲಿ ಭಾಗವಹಿಸಿ, ರೈತರನ್ನು ಉದ್ದೇಶಿಸಿ ಮಾತನಾಡಿದರು. ಪ್ರಧಾನಮಂತ್ರಿ ಕೃಷಿ ಸಮ್ಮಾನ್ ಯೋಜನೆ 2019 ರಲ್ಲಿ ಆರಂಭವಾಗಿದ್ದು, ಇಲ್ಲಿವರೆಗೆ ದೇಶದ ಕೋಟ್ಯಂತರ ರೈತರಿಗೆ ನೇರ ನಗದು ವರ್ಗಾವಣೆ ಮೂಲಕ ಪ್ರತಿ ನಾಲ್ಕು ತಿಂಗಳಿಗೆ 2 ಸಾವಿರದಂತೆ bbox=[25, 132, 188, 247]
notice1-text3: (New name) Resident of H.No.50, A2 C2 Somawarpeth Tilakwadi, Belagavi, vide an affidavit sworn before bbox=[706, 878, 918, 909]
court-adv: (Shri. S.I.patil) bbox=[706, 1371, 752, 1378]
story7-headline: ಪಿಎಂ ಕಿಸಾನ್ ಯೋಜನೆ: 9.26 ಕೋಟಿ ರೈತರಿಗೆ 20 ಸಾವಿರ ಕೋಟಿ ರೂ. ಬಿಡುಗಡೆ ಮಾಡಿದ ಪ್ರಧಾನಿ ಮೋದಿ bbox=[25, 1144, 700, 1174]
notice2-old-name: SATISH BAGI bbox=[818, 985, 872, 994]
notice1-title: CHANGE OF NAME bbox=[704, 846, 920, 864]
notice1-body bbox=[706, 866, 918, 954]
court-between: BETWEEN: bbox=[706, 1112, 746, 1121]
court-p2: Age : 37 years, Occ : Agriculture bbox=[718, 1132, 832, 1141]
story2-headline-line2: ಸ್ಥಾನ ಸಿಕ್ಕಿದೆ: ಡಿಸಿಎಂ ಡಿ.ಕೆ ಶಿವಕುಮಾರ್ bbox=[592, 90, 920, 122]
court-application: APPLICATION U/SEC 13(3) OF THE KARANATAKA BIRTHS AND DEATHS REGISTRATION ACT 1961 bbox=[709, 1214, 915, 1230]
story3-body3: ಪ್ರಸ್ತಿದ್ಧ ಸೋದೆ ಕಟ್ಟಡಕ್ಕೆ ಅಳವಡಿಸಿದ ಟೈಲ್ಸ್ ಗಳು ತುಂಬಾ ಹಾನಿಗೊಳಗಾಗಿದ್ದು, ಕಳಪೆ ಕಾಮಗಾರಿ ನಡೆದಿದೆ ಎಂಬ ದೂರುಗಳ ಹಿನ್ನೆಲೆಯಲ್ಲಿ ಸರ್ಕಾರ ಲೋಕಾಯುಕ್ತ ತನಿಖೆಗೆ ಆದೇಶಿಸಿದೆ. ಭಕ್ತರು ತಂಗುವ ಛತ್ರದ ಕಾಮಗಾರಿ ಗುಣಮಟ್ಟದ ಬಗ್ಗೆ ಪ್ರಶ್ನೆ ಎದ್ದಿದ್ದು, ಇದರಿಂದ ಸರ್ಕಾರದ ಬೊಕ್ಕಸಕ್ಕೆ ನಷ್ಟವಾಗಿದೆ ಎಂದು ಆರೋಪಿಸಲಾಗಿದೆ. ಈ ಬಗ್ಗೆ ಸಮಗ್ರ ತನಿಖೆ ನಡೆಸಿ ವರದಿ ಸಲ್ಲಿಸುವಂತೆ ಲೋಕಾಯುಕ್ತಕ್ಕೆ ಸೂಚಿಸಲಾಗಿದೆ. ಕಾಮಗಾರಿ ನಿರ್ವಹಿಸಿದ ಗುತ್ತಿಗೆದಾರರ ವಿರುದ್ಧ ಕ್ರಮ ಜರುಗಿಸುವ ಸಾಧ್ಯತೆ ಇದೆ. ಧಾರ್ಮಿಕ ದತ್ತಿ ಇಲಾಖೆ ಅಧಿಕಾರಿಗಳು ಸಹ ವಿವರಣೆ ನೀಡಬೇಕಿದೆ. bbox=[25, 836, 245, 903]
